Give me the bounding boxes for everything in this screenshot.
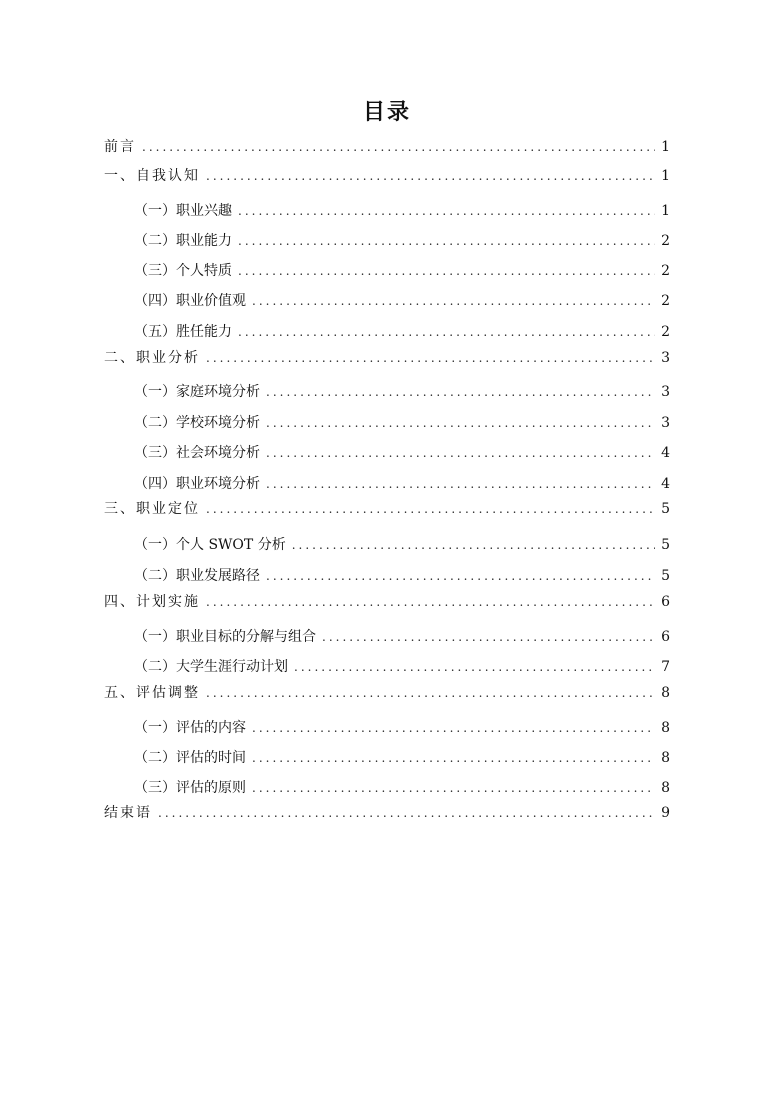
toc-entry[interactable] xyxy=(134,626,670,648)
dot-leader xyxy=(252,747,655,769)
toc-entry[interactable] xyxy=(104,347,670,369)
toc-entry-page-number: 1 xyxy=(661,168,670,184)
toc-entry[interactable] xyxy=(104,591,670,613)
toc-entry-page-number: 6 xyxy=(661,594,670,610)
toc-entry-page-number: 2 xyxy=(661,293,670,309)
toc-entry[interactable] xyxy=(134,321,670,343)
toc-entry[interactable] xyxy=(104,136,670,158)
toc-entry-label: （三）评估的原则 xyxy=(134,780,246,796)
toc-entry-page-number: 7 xyxy=(661,659,670,675)
toc-entry-label: （一）个人 SWOT 分析 xyxy=(134,537,286,553)
toc-entry-page-number: 3 xyxy=(661,384,670,400)
toc-entry-label: （一）职业兴趣 xyxy=(134,203,232,219)
dot-leader xyxy=(206,165,655,187)
dot-leader xyxy=(206,347,655,369)
toc-entry-page-number: 2 xyxy=(661,324,670,340)
dot-leader xyxy=(142,136,655,158)
toc-entry-label: （三）个人特质 xyxy=(134,263,232,279)
toc-entry-page-number: 2 xyxy=(661,263,670,279)
dot-leader xyxy=(266,442,655,464)
toc-entry[interactable] xyxy=(134,777,670,799)
toc-entry-page-number: 1 xyxy=(661,139,670,155)
toc-entry-page-number: 9 xyxy=(661,805,670,821)
dot-leader xyxy=(266,412,655,434)
toc-entry-label: （三）社会环境分析 xyxy=(134,445,260,461)
toc-entry-label: （一）家庭环境分析 xyxy=(134,384,260,400)
toc-entry[interactable] xyxy=(134,717,670,739)
toc-entry-label: 前言 xyxy=(104,139,136,155)
toc-entry[interactable] xyxy=(104,165,670,187)
page-title: 目录 xyxy=(362,100,411,125)
toc-entry-page-number: 2 xyxy=(661,233,670,249)
toc-entry[interactable] xyxy=(134,442,670,464)
toc-entry-label: 三、职业定位 xyxy=(104,501,200,517)
toc-entry[interactable] xyxy=(134,656,670,678)
toc-entry-label: （一）评估的内容 xyxy=(134,720,246,736)
toc-entry-page-number: 8 xyxy=(661,720,670,736)
dot-leader xyxy=(238,260,655,282)
toc-entry[interactable] xyxy=(134,412,670,434)
toc-entry[interactable] xyxy=(134,565,670,587)
toc-entry-label: （五）胜任能力 xyxy=(134,324,232,340)
toc-entry-label: （一）职业目标的分解与组合 xyxy=(134,629,316,645)
toc-entry[interactable] xyxy=(134,290,670,312)
toc-entry-page-number: 3 xyxy=(661,415,670,431)
toc-entry-page-number: 8 xyxy=(661,780,670,796)
dot-leader xyxy=(238,200,655,222)
toc-entry-page-number: 1 xyxy=(661,203,670,219)
toc-entry-page-number: 4 xyxy=(661,445,670,461)
dot-leader xyxy=(206,498,655,520)
toc-entry-label: 四、计划实施 xyxy=(104,594,200,610)
toc-entry[interactable] xyxy=(104,498,670,520)
dot-leader xyxy=(294,656,655,678)
toc-entry[interactable] xyxy=(104,682,670,704)
toc-entry-label: （四）职业环境分析 xyxy=(134,476,260,492)
dot-leader xyxy=(292,534,655,556)
dot-leader xyxy=(266,473,655,495)
dot-leader xyxy=(206,682,655,704)
dot-leader xyxy=(238,230,655,252)
toc-entry-page-number: 5 xyxy=(661,568,670,584)
dot-leader xyxy=(238,321,655,343)
toc-entry-page-number: 8 xyxy=(661,685,670,701)
toc-entry-page-number: 6 xyxy=(661,629,670,645)
toc-entry-label: 结束语 xyxy=(104,805,152,821)
toc-entry-label: 五、评估调整 xyxy=(104,685,200,701)
toc-entry-label: （二）学校环境分析 xyxy=(134,415,260,431)
dot-leader xyxy=(322,626,655,648)
toc-entry-page-number: 5 xyxy=(661,501,670,517)
toc-entry-page-number: 5 xyxy=(661,537,670,553)
dot-leader xyxy=(252,777,655,799)
dot-leader xyxy=(158,802,655,824)
toc-entry-page-number: 4 xyxy=(661,476,670,492)
toc-entry-label: （四）职业价值观 xyxy=(134,293,246,309)
toc-entry[interactable] xyxy=(134,230,670,252)
toc-entry-label: （二）职业能力 xyxy=(134,233,232,249)
toc-entry[interactable] xyxy=(134,260,670,282)
toc-entry[interactable] xyxy=(134,381,670,403)
toc-entry[interactable] xyxy=(134,747,670,769)
toc-entry[interactable] xyxy=(104,802,670,824)
dot-leader xyxy=(206,591,655,613)
toc-entry-label: （二）大学生涯行动计划 xyxy=(134,659,288,675)
toc-entry[interactable] xyxy=(134,473,670,495)
toc-entry[interactable] xyxy=(134,200,670,222)
toc-entry-label: 二、职业分析 xyxy=(104,350,200,366)
toc-entry-label: （二）评估的时间 xyxy=(134,750,246,766)
toc-entry-label: 一、自我认知 xyxy=(104,168,200,184)
dot-leader xyxy=(252,290,655,312)
dot-leader xyxy=(252,717,655,739)
toc-entry-page-number: 3 xyxy=(661,350,670,366)
dot-leader xyxy=(266,381,655,403)
toc-entry-page-number: 8 xyxy=(661,750,670,766)
toc-entry-label: （二）职业发展路径 xyxy=(134,568,260,584)
toc-entry[interactable] xyxy=(134,534,670,556)
dot-leader xyxy=(266,565,655,587)
